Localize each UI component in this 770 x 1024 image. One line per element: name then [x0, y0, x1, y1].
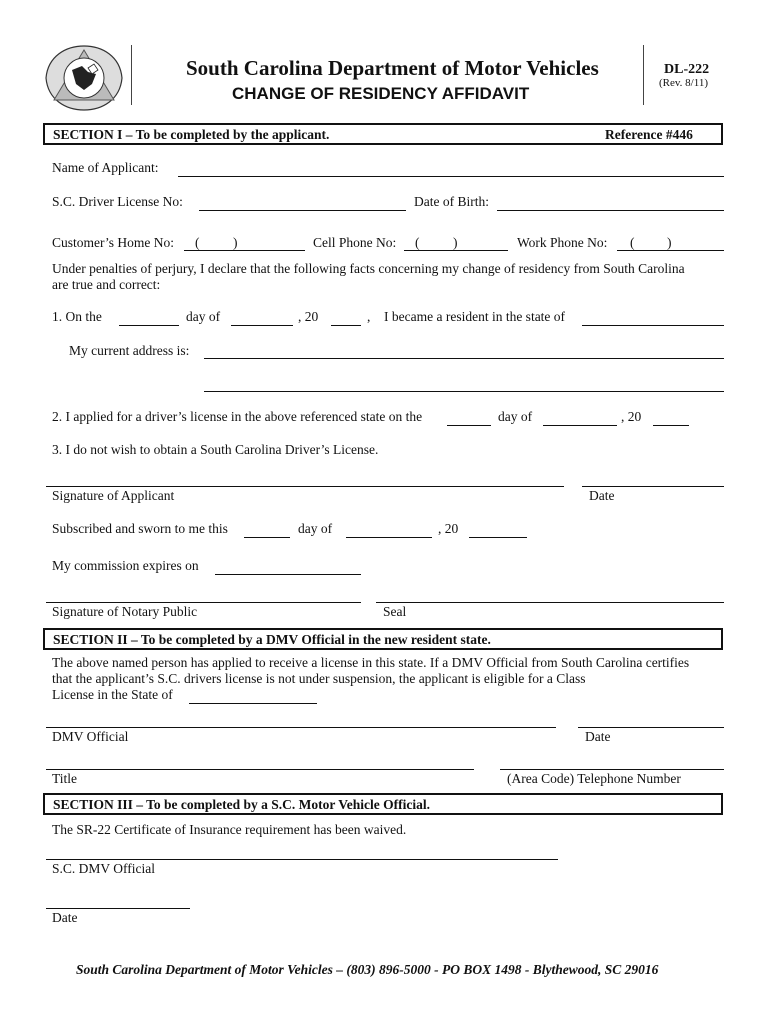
sworn-day-of: day of [298, 521, 333, 536]
agency-name: South Carolina Department of Motor Vehicles [186, 56, 599, 80]
subscribed-label: Subscribed and sworn to me this [52, 521, 228, 536]
applicant-date-label: Date [589, 488, 615, 503]
current-address-field-2[interactable] [204, 391, 724, 392]
cell-phone-area-open: ( [415, 235, 420, 250]
sc-dmv-date-field[interactable] [46, 908, 190, 909]
new-state-field[interactable] [582, 325, 724, 326]
item-1-year-prefix: , 20 [298, 309, 319, 324]
applicant-signature-label: Signature of Applicant [52, 488, 175, 503]
sc-dmv-date-label: Date [52, 910, 78, 925]
form-title: CHANGE OF RESIDENCY AFFIDAVIT [232, 84, 530, 103]
applicant-signature-field[interactable] [46, 486, 564, 487]
date-of-birth-label: Date of Birth: [414, 194, 489, 209]
section-3-title: SECTION III – To be completed by a S.C. Motor Vehicle Official. [53, 797, 431, 812]
notary-signature-label: Signature of Notary Public [52, 604, 198, 619]
cell-phone-label: Cell Phone No: [313, 235, 397, 250]
dmv-official-date-label: Date [585, 729, 611, 744]
sr22-waiver-text: The SR-22 Certificate of Insurance requirement has been waived. [52, 822, 407, 837]
dmv-seal-logo [44, 44, 124, 112]
commission-expires-field[interactable] [215, 574, 361, 575]
sworn-day-field[interactable] [244, 537, 290, 538]
item-1-prefix: 1. On the [52, 309, 102, 324]
item-1-suffix: I became a resident in the state of [384, 309, 566, 324]
section-2-header [43, 628, 723, 650]
dmv-official-label: DMV Official [52, 729, 129, 744]
section-2-paragraph-3: License in the State of [52, 687, 173, 702]
work-phone-area-open: ( [630, 235, 635, 250]
applicant-name-label: Name of Applicant: [52, 160, 159, 175]
section-3-header [43, 793, 723, 815]
dmv-official-date-field[interactable] [578, 727, 724, 728]
item-2-year-prefix: , 20 [621, 409, 642, 424]
form-number: DL-222 [664, 62, 710, 77]
license-state-field[interactable] [189, 703, 317, 704]
item-2-year-field[interactable] [653, 425, 689, 426]
official-title-field[interactable] [46, 769, 474, 770]
home-phone-area-close: ) [233, 235, 238, 250]
item-1-day-of: day of [186, 309, 221, 324]
form-revision: (Rev. 8/11) [659, 77, 708, 89]
seal-field [376, 602, 724, 603]
item-2-month-field[interactable] [543, 425, 617, 426]
home-phone-field[interactable] [184, 250, 305, 251]
applicant-name-field[interactable] [178, 176, 724, 177]
section-1-title: SECTION I – To be completed by the applicant. [53, 127, 330, 142]
driver-license-field[interactable] [199, 210, 406, 211]
section-2-paragraph-1: The above named person has applied to receive a license in this state. If a DMV Official from South Carolina certifies [52, 655, 690, 670]
home-phone-area-open: ( [195, 235, 200, 250]
section-2-paragraph-2: that the applicant’s S.C. drivers license is not under suspension, the applicant is eligible for a Class [52, 671, 586, 686]
commission-expires-label: My commission expires on [52, 558, 199, 573]
current-address-field-1[interactable] [204, 358, 724, 359]
sc-dmv-official-label: S.C. DMV Official [52, 861, 156, 876]
item-1-comma: , [367, 309, 371, 324]
reference-number: Reference #446 [605, 127, 693, 142]
applicant-date-field[interactable] [582, 486, 724, 487]
cell-phone-area-close: ) [453, 235, 458, 250]
sc-dmv-official-field[interactable] [46, 859, 558, 860]
section-1-header [43, 123, 723, 145]
declaration-text: Under penalties of perjury, I declare that the following facts concerning my change of residency from South Carolina [52, 261, 685, 276]
notary-signature-field[interactable] [46, 602, 361, 603]
item-3-text: 3. I do not wish to obtain a South Carolina Driver’s License. [52, 442, 379, 457]
item-1-year-field[interactable] [331, 325, 361, 326]
official-phone-field[interactable] [500, 769, 724, 770]
item-2-text: 2. I applied for a driver’s license in the above referenced state on the [52, 409, 423, 424]
driver-license-label: S.C. Driver License No: [52, 194, 183, 209]
item-1-day-field[interactable] [119, 325, 179, 326]
section-2-title: SECTION II – To be completed by a DMV Official in the new resident state. [53, 632, 491, 647]
item-1-month-field[interactable] [231, 325, 293, 326]
work-phone-label: Work Phone No: [517, 235, 608, 250]
sworn-year-prefix: , 20 [438, 521, 459, 536]
official-title-label: Title [52, 771, 78, 786]
footer-contact: South Carolina Department of Motor Vehicles – (803) 896-5000 - PO BOX 1498 - Blythewood, SC 29016 [76, 962, 659, 977]
sworn-year-field[interactable] [469, 537, 527, 538]
date-of-birth-field[interactable] [497, 210, 724, 211]
dmv-official-field[interactable] [46, 727, 556, 728]
official-phone-label: (Area Code) Telephone Number [507, 771, 681, 786]
declaration-text-cont: are true and correct: [52, 277, 161, 292]
seal-label: Seal [383, 604, 407, 619]
sworn-month-field[interactable] [346, 537, 432, 538]
item-2-day-of: day of [498, 409, 533, 424]
current-address-label: My current address is: [69, 343, 190, 358]
item-2-day-field[interactable] [447, 425, 491, 426]
home-phone-label: Customer’s Home No: [52, 235, 174, 250]
work-phone-area-close: ) [667, 235, 672, 250]
